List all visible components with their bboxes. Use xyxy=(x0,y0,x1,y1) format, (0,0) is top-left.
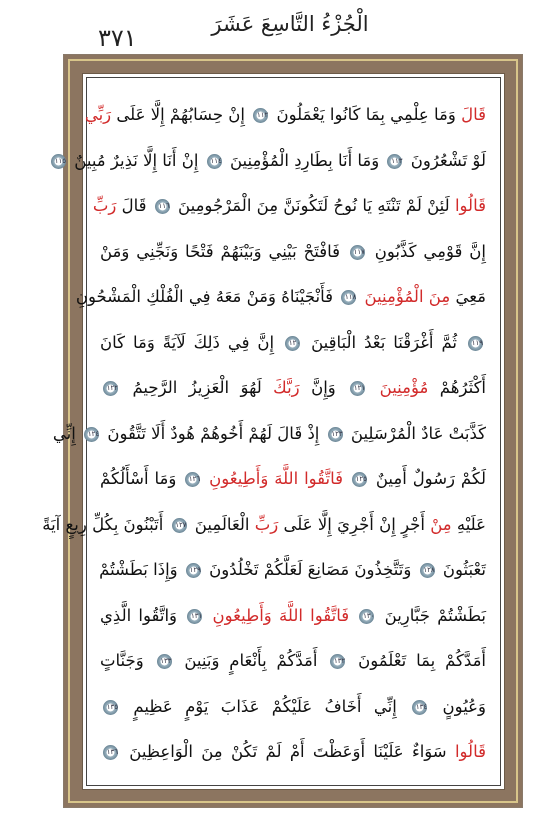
verse-text: أَتَبْنُونَ بِكُلِّ رِيعٍ آيَةً xyxy=(42,514,169,534)
verse-text xyxy=(205,606,212,625)
verse-number-marker: ١٢٣ xyxy=(328,427,343,442)
verse-number-marker: ١١٤ xyxy=(207,154,222,169)
verse-number-marker: ١٣٦ xyxy=(103,745,118,760)
highlighted-word: فَاتَّقُوا اللَّهَ وَأَطِيعُونِ xyxy=(212,605,350,625)
highlighted-word: مُؤْمِنِينَ xyxy=(379,378,429,397)
verse-text: إِنِّي أَخَافُ عَلَيْكُمْ عَذَابَ يَوْمٍ عَظِيمٍ xyxy=(121,696,410,716)
text-line xyxy=(100,365,486,411)
text-line xyxy=(84,92,486,138)
verse-text: فَافْتَحْ بَيْنِي وَبَيْنَهُمْ فَتْحًا وَنَجِّنِي وَمَنْ xyxy=(100,241,347,261)
verse-text xyxy=(349,606,356,625)
verse-text: الْعَالَمِينَ xyxy=(189,514,255,534)
highlighted-word: قَالَ xyxy=(461,105,486,124)
verse-text: ثُمَّ أَغْرَقْنَا بَعْدُ الْبَاقِينَ xyxy=(303,332,465,352)
juz-title: الْجُزْءُ التَّاسِعَ عَشَرَ xyxy=(211,12,369,36)
text-line xyxy=(100,638,486,684)
verse-text: وَإِنَّ xyxy=(299,378,348,397)
quran-text-block xyxy=(42,92,487,775)
verse-text: أَكْثَرُهُمْ xyxy=(428,378,487,397)
highlighted-word: رَبِّ xyxy=(92,196,117,215)
verse-number-marker: ١١٦ xyxy=(155,199,170,214)
verse-text: كَذَّبَتْ عَادٌ الْمُرْسَلِينَ xyxy=(345,423,486,443)
text-line xyxy=(52,411,486,457)
verse-text: أَمَدَّكُمْ بِمَا تَعْلَمُونَ xyxy=(348,651,486,670)
text-line xyxy=(100,320,486,366)
verse-number-marker: ١٢٠ xyxy=(285,336,300,351)
verse-text: لَوْ تَشْعُرُونَ xyxy=(405,150,486,170)
text-line xyxy=(92,183,486,229)
verse-number-marker: ١٢٥ xyxy=(352,472,367,487)
highlighted-word: قَالُوا xyxy=(454,196,486,215)
verse-text xyxy=(343,469,349,488)
text-line xyxy=(100,547,486,593)
highlighted-word: فَاتَّقُوا اللَّهَ وَأَطِيعُونِ xyxy=(209,469,344,488)
text-line xyxy=(100,456,486,502)
verse-number-marker: ١٣٠ xyxy=(359,609,374,624)
verse-text: وَجَنَّاتٍ xyxy=(100,651,154,670)
verse-number-marker: ١١٨ xyxy=(341,290,356,305)
verse-text: إِنِّي xyxy=(52,423,82,443)
verse-text: قَالَ xyxy=(116,196,152,215)
highlighted-word: مِنْ xyxy=(430,514,452,534)
verse-number-marker: ١٣٢ xyxy=(330,654,345,669)
verse-text: أَجْرٍ إِنْ أَجْرِيَ إِلَّا عَلَى xyxy=(278,514,431,534)
verse-number-marker: ١٢٧ xyxy=(172,518,187,533)
verse-number-marker: ١٣١ xyxy=(187,609,202,624)
verse-text: وَإِذَا بَطَشْتُمْ xyxy=(99,560,183,579)
verse-number-marker: ١٢٢ xyxy=(103,381,118,396)
verse-text: لَهُوَ الْعَزِيزُ الرَّحِيمُ xyxy=(121,378,274,397)
verse-text: وَاتَّقُوا الَّذِي xyxy=(100,605,185,625)
verse-number-marker: ١٣٣ xyxy=(157,654,172,669)
verse-text: سَوَاءٌ عَلَيْنَا أَوَعَظْتَ أَمْ لَمْ تَكُنْ مِنَ الْوَاعِظِينَ xyxy=(121,742,455,761)
highlighted-word: مِنَ الْمُؤْمِنِينَ xyxy=(364,287,451,306)
verse-text: إِنَّ فِي ذَلِكَ لَآيَةً وَمَا كَانَ xyxy=(100,332,283,352)
verse-text: إِذْ قَالَ لَهُمْ أَخُوهُمْ هُودٌ أَلَا تَتَّقُونَ xyxy=(102,423,325,443)
verse-number-marker: ١١٥ xyxy=(51,154,66,169)
verse-number-marker: ١١٢ xyxy=(253,108,268,123)
verse-text: بَطَشْتُمْ جَبَّارِينَ xyxy=(377,605,487,625)
page-header xyxy=(0,0,550,54)
verse-number-marker: ١٣٤ xyxy=(412,700,427,715)
text-line xyxy=(75,274,486,320)
verse-text: وَمَا أَنَا بِطَارِدِ الْمُؤْمِنِينَ xyxy=(224,150,385,170)
highlighted-word: قَالُوا xyxy=(454,742,486,761)
verse-text: أَمَدَّكُمْ بِأَنْعَامٍ وَبَنِينَ xyxy=(174,651,328,670)
text-line xyxy=(54,138,486,184)
highlighted-word: رَبِّي xyxy=(84,105,112,124)
verse-text: وَعُيُونٍ xyxy=(430,696,486,716)
highlighted-word: رَبِّ xyxy=(254,514,279,534)
verse-number-marker: ١٢٩ xyxy=(186,563,201,578)
verse-text: وَمَا أَسْأَلُكُمْ xyxy=(100,469,183,488)
verse-text: لَئِنْ لَمْ تَنْتَهِ يَا نُوحُ لَتَكُونَنَّ مِنَ الْمَرْجُومِينَ xyxy=(172,196,455,215)
text-line xyxy=(100,229,486,275)
text-line xyxy=(42,502,486,548)
verse-text: مَعِيَ xyxy=(450,287,486,306)
verse-text: إِنْ أَنَا إِلَّا نَذِيرٌ مُبِينٌ xyxy=(69,150,204,170)
verse-number-marker: ١٢٤ xyxy=(84,427,99,442)
verse-text: إِنَّ قَوْمِي كَذَّبُونِ xyxy=(367,241,486,261)
verse-number-marker: ١٣٥ xyxy=(103,700,118,715)
highlighted-word: رَبَّكَ xyxy=(273,378,300,397)
verse-text: عَلَيْهِ xyxy=(451,514,486,534)
verse-text: وَمَا عِلْمِي بِمَا كَانُوا يَعْمَلُونَ xyxy=(271,105,462,124)
verse-number-marker: ١١٩ xyxy=(468,336,483,351)
verse-text: تَعْبَثُونَ xyxy=(437,560,486,579)
verse-text: لَكُمْ رَسُولٌ أَمِينٌ xyxy=(369,469,487,488)
verse-text: إِنْ حِسَابُهُمْ إِلَّا عَلَى xyxy=(111,105,251,124)
verse-number-marker: ١١٣ xyxy=(387,154,402,169)
verse-text xyxy=(368,378,379,397)
verse-number-marker: ١٢٦ xyxy=(185,472,200,487)
text-line xyxy=(100,593,486,639)
verse-number-marker: ١٢١ xyxy=(350,381,365,396)
text-line xyxy=(100,729,486,775)
verse-text: وَتَتَّخِذُونَ مَصَانِعَ لَعَلَّكُمْ تَخْلُدُونَ xyxy=(203,560,417,579)
verse-text: فَأَنْجَيْنَاهُ وَمَنْ مَعَهُ فِي الْفُلْكِ الْمَشْحُونِ xyxy=(75,287,339,306)
verse-number-marker: ١١٧ xyxy=(350,245,365,260)
text-line xyxy=(100,684,486,730)
page-number: ٣٧١ xyxy=(98,24,137,52)
verse-number-marker: ١٢٨ xyxy=(420,563,435,578)
